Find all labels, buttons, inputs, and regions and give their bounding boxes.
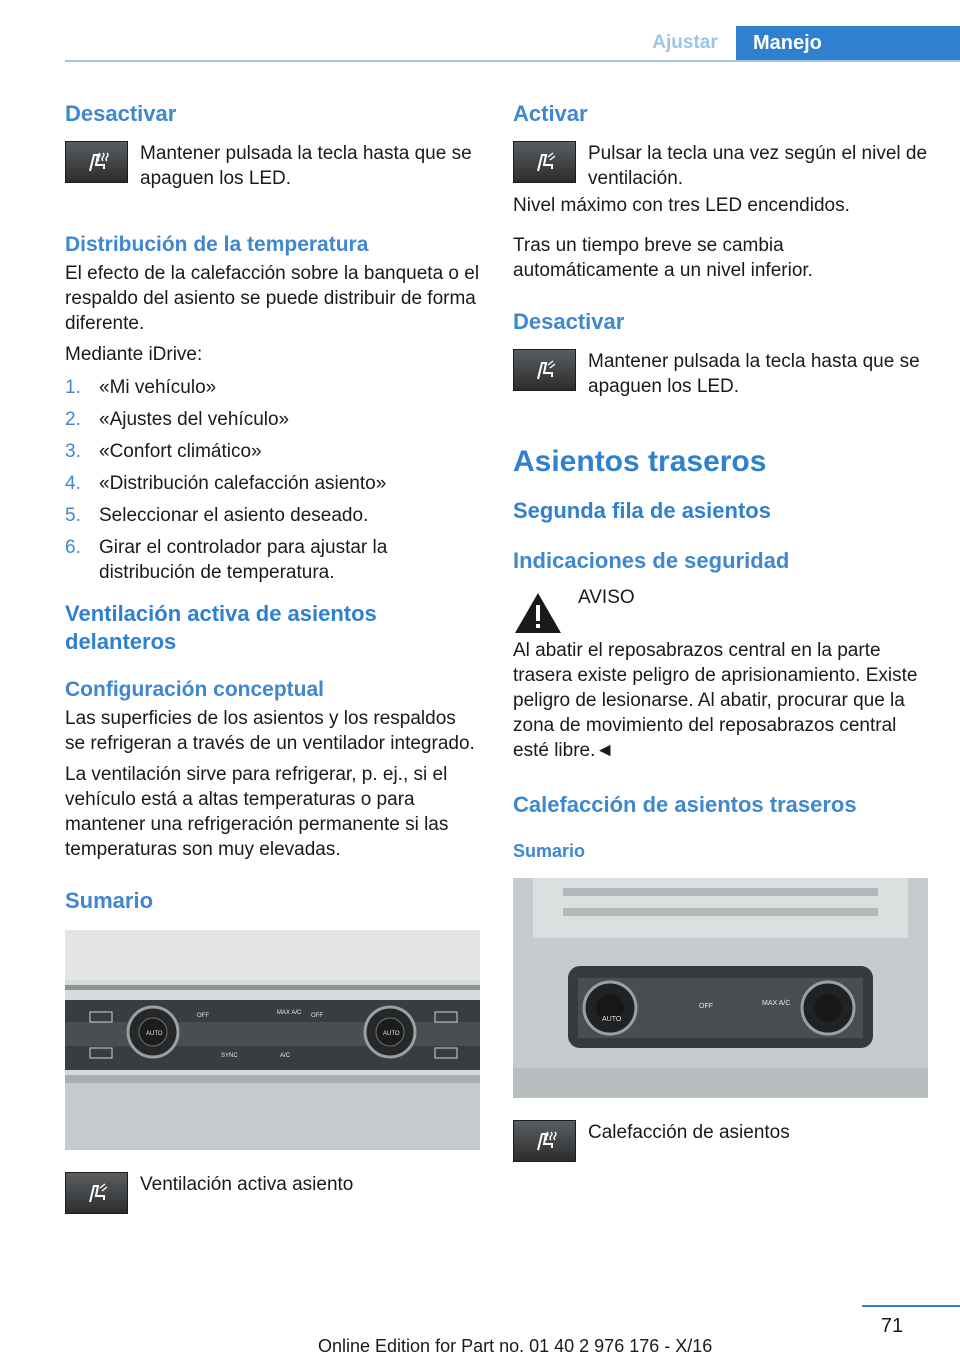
distribucion-heading: Distribución de la temperatura	[65, 233, 369, 256]
photo-label: MAX A/C	[277, 1010, 302, 1016]
photo-label: OFF	[699, 1003, 713, 1010]
activar-text: Pulsar la tecla una vez según el nivel de ventilación.	[588, 143, 928, 189]
calefaccion-caption: Calefacción de asientos	[588, 1122, 790, 1143]
indicaciones-heading: Indicaciones de seguridad	[513, 548, 790, 573]
config-text: Las superficies de los asientos y los respaldos se refrigeran a través de un ventilador integrado.	[65, 708, 475, 754]
sumario-heading: Sumario	[65, 888, 154, 913]
segunda-fila-heading: Segunda fila de asientos	[513, 498, 771, 523]
ventilacion-heading: Ventilación activa de asientos delanteros	[65, 601, 377, 654]
desactivar-text: Mantener pulsada la tecla hasta que se apaguen los LED.	[140, 143, 472, 189]
photo-label: OFF	[197, 1013, 209, 1019]
aviso-label: AVISO	[578, 587, 635, 608]
calefaccion-heading: Calefacción de asientos traseros	[513, 792, 857, 817]
photo-label: OFF	[311, 1013, 323, 1019]
desactivar-heading-right: Desactivar	[513, 309, 625, 334]
right-column	[513, 100, 928, 1162]
tras-text: Tras un tiempo breve se cambia automáticamente a un nivel inferior.	[513, 235, 813, 281]
sumario-heading-right: Sumario	[513, 841, 586, 861]
photo-label: AUTO	[383, 1031, 400, 1037]
desactivar-heading: Desactivar	[65, 101, 177, 126]
ventilacion-text: La ventilación sirve para refrigerar, p. ej., si el vehículo está a altas temperaturas o para mantener una refrigeración permanente si las temperaturas son muy elevadas.	[65, 764, 449, 860]
list-item: 4. «Distribución calefacción asiento»	[65, 473, 387, 494]
footer-rule	[862, 1305, 960, 1307]
aviso-body: Al abatir el reposabrazos central en la parte trasera existe peligro de aprisionamiento. Existe peligro de lesionarse. Al abatir, procurar que la zona de movimiento del reposabrazos central esté libre.◄	[513, 640, 918, 761]
list-item: 2. «Ajustes del vehículo»	[65, 409, 290, 430]
calefaccion-icon-row	[513, 1120, 928, 1162]
aviso-text	[513, 613, 928, 763]
desactivar-row-right	[513, 349, 928, 399]
steps-list	[65, 375, 480, 585]
ventilacion-caption: Ventilación activa asiento	[140, 1174, 354, 1195]
asientos-traseros-heading: Asientos traseros	[513, 445, 767, 478]
photo-label: AUTO	[146, 1031, 163, 1037]
desactivar-row	[65, 141, 480, 191]
warning-icon	[513, 591, 563, 635]
photo-label: A/C	[280, 1053, 291, 1059]
page-number: 71	[880, 1315, 904, 1337]
aviso-spacer	[513, 613, 928, 638]
list-item: 3. «Confort climático»	[65, 441, 262, 462]
list-item: 1. «Mi vehículo»	[65, 377, 217, 398]
tab-ajustar[interactable]: Ajustar	[652, 32, 718, 53]
header-rule	[65, 60, 960, 62]
tab-manejo[interactable]: Manejo	[736, 26, 960, 62]
desactivar-text-right: Mantener pulsada la tecla hasta que se apaguen los LED.	[588, 351, 920, 397]
seat-ventilation-button-icon	[65, 1172, 128, 1214]
left-column	[65, 100, 480, 1214]
photo-label: SYNC	[221, 1053, 238, 1059]
idrive-text: Mediante iDrive:	[65, 344, 203, 365]
list-item: 5. Seleccionar el asiento deseado.	[65, 505, 369, 526]
seat-ventilation-button-icon	[513, 141, 576, 183]
config-heading: Configuración conceptual	[65, 678, 325, 701]
nivel-text: Nivel máximo con tres LED encendidos.	[513, 195, 850, 216]
rear-climate-panel-photo	[513, 878, 928, 1098]
activar-row	[513, 141, 928, 191]
list-item: 6. Girar el controlador para ajustar la distribución de temperatura.	[65, 537, 388, 583]
front-climate-panel-photo	[65, 930, 480, 1150]
photo-label: AUTO	[602, 1016, 622, 1023]
seat-heating-button-icon	[65, 141, 128, 183]
seat-heating-button-icon	[513, 1120, 576, 1162]
edition-footer: Online Edition for Part no. 01 40 2 976 176 - X/16	[318, 1336, 713, 1356]
activar-heading: Activar	[513, 101, 588, 126]
ventilacion-icon-row	[65, 1172, 480, 1214]
photo-label: MAX A/C	[762, 1000, 791, 1007]
seat-ventilation-button-icon	[513, 349, 576, 391]
distribucion-text: El efecto de la calefacción sobre la banqueta o el respaldo del asiento se puede distribuir de forma diferente.	[65, 263, 480, 334]
